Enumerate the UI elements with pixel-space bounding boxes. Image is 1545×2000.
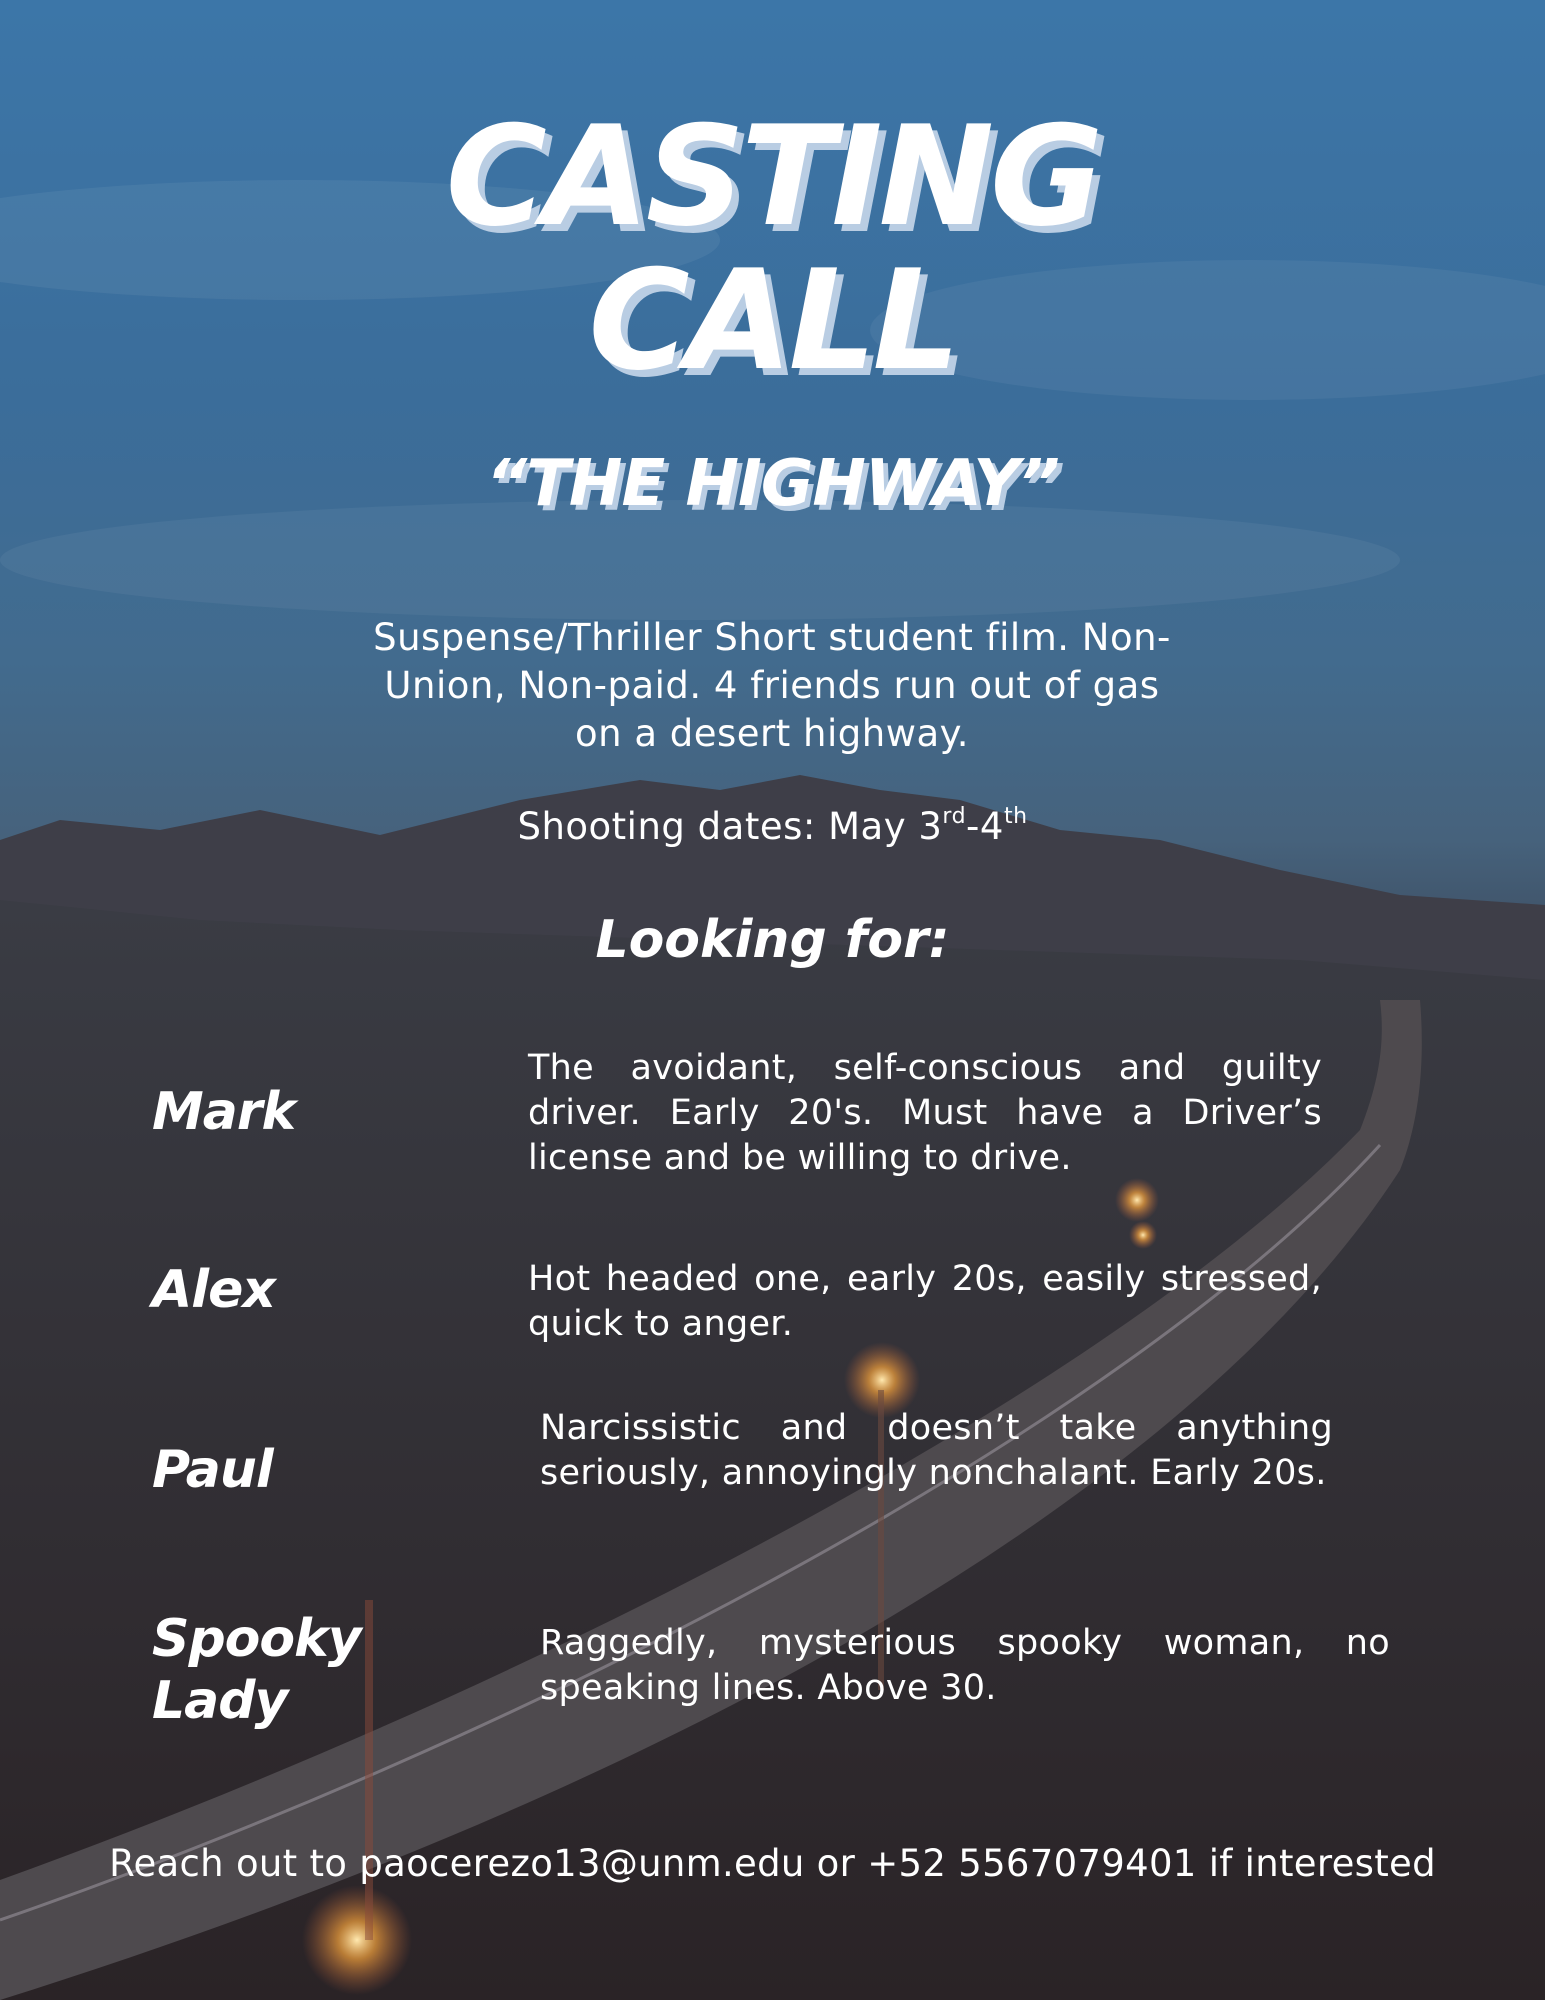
role-name-alex: Alex: [152, 1260, 275, 1320]
contact-info: Reach out to paocerezo13@unm.edu or +52 5567079401 if interested: [109, 1842, 1436, 1885]
shooting-dates: [0, 803, 1545, 851]
shooting-dates-prefix: Shooting dates: May 3: [517, 805, 943, 848]
role-description-alex: Hot headed one, early 20s, easily stressed, quick to anger.: [528, 1259, 1322, 1344]
role-name-paul: Paul: [152, 1440, 273, 1500]
role-description-mark: The avoidant, self-conscious and guilty driver. Early 20's. Must have a Driver’s license and be willing to drive.: [528, 1048, 1322, 1178]
shooting-dates-sup-th: th: [1003, 804, 1028, 829]
shooting-dates-sup-rd: rd: [942, 804, 967, 829]
role-name-spooky-lady: Spooky Lady: [152, 1609, 361, 1731]
shooting-dates-middle: -4: [966, 805, 1004, 848]
role-description-paul: Narcissistic and doesn’t take anything seriously, annoyingly nonchalant. Early 20s.: [540, 1408, 1333, 1493]
casting-title-line2: CALL: [588, 240, 957, 401]
film-title: “THE HIGHWAY”: [486, 447, 1059, 521]
role-description-spooky-lady: Raggedly, mysterious spooky woman, no speaking lines. Above 30.: [540, 1623, 1390, 1708]
casting-title-line1: CASTING: [445, 96, 1100, 257]
looking-for-heading: Looking for:: [595, 910, 950, 970]
film-description: Suspense/Thriller Short student film. Non-Union, Non-paid. 4 friends run out of gas on a desert highway.: [373, 616, 1171, 755]
role-name-mark: Mark: [152, 1082, 296, 1142]
